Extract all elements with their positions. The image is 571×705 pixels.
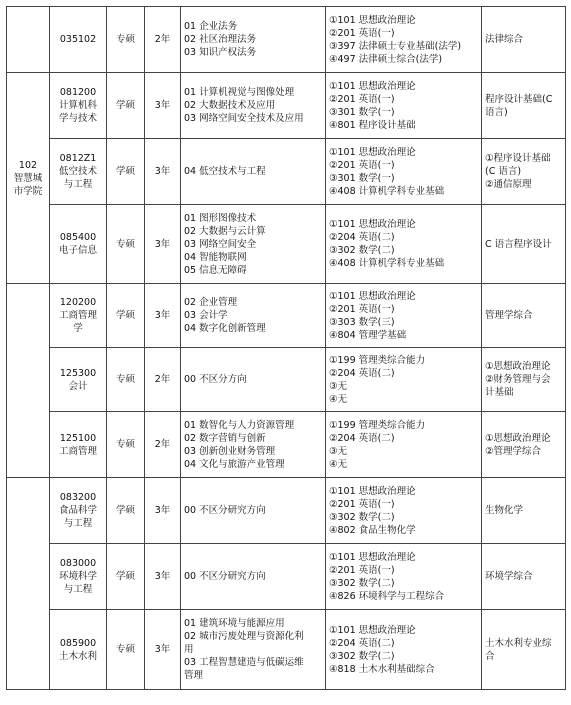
major-line: 低空技术 [58, 166, 97, 177]
research-direction-line: 02 大数据与云计算 [184, 225, 266, 237]
degree-type-cell [107, 412, 145, 478]
retest-subject-cell [482, 73, 566, 139]
exam-subjects-cell [326, 412, 482, 478]
exam-subjects-line: ④497 法律硕士综合(法学) [329, 53, 443, 65]
college-cell [7, 7, 50, 73]
degree-type-line: 学硕 [115, 100, 135, 111]
research-direction-line: 03 工程智慧建造与低碳运维 [184, 657, 304, 668]
major-line: 电子信息 [58, 245, 97, 256]
research-direction-line: 02 社区治理法务 [184, 34, 257, 45]
study-years-line: 3年 [154, 644, 171, 655]
research-direction-cell [181, 7, 326, 73]
retest-subject-line: 环境学综合 [485, 571, 533, 582]
research-direction-line: 04 文化与旅游产业管理 [184, 458, 285, 470]
study-years-line: 3年 [154, 310, 171, 321]
exam-subjects-line: ③302 数学(二) [329, 577, 395, 589]
table-row [7, 7, 566, 73]
research-direction-line: 01 图形图像技术 [184, 212, 257, 224]
retest-subject-line: ②管理学综合 [485, 445, 542, 457]
research-direction-line: 03 网络空间安全 [184, 238, 257, 250]
major-line: 125300 [59, 367, 97, 379]
table-row [7, 478, 566, 544]
college-cell [7, 478, 50, 690]
research-direction-line: 02 大数据技术及应用 [184, 100, 276, 111]
retest-subject-cell [482, 610, 566, 690]
major-line: 081200 [59, 87, 97, 98]
exam-subjects-line: ②201 英语(一) [329, 93, 395, 105]
exam-subjects-line: ②204 英语(二) [329, 232, 395, 243]
degree-type-line: 学硕 [115, 571, 135, 582]
retest-subject-line: ①思想政治理论 [485, 361, 551, 372]
major-line: 083000 [59, 558, 97, 569]
major-line: 工商管理 [58, 310, 97, 321]
research-direction-line: 00 不区分研究方向 [184, 505, 266, 516]
exam-subjects-line: ①101 思想政治理论 [329, 219, 416, 230]
research-direction-line: 02 城市污废处理与资源化利 [184, 631, 304, 642]
degree-type-cell [107, 544, 145, 610]
major-line: 与工程 [63, 584, 93, 595]
major-line: 计算机科 [58, 100, 97, 111]
exam-subjects-line: ③无 [329, 380, 348, 392]
research-direction-cell [181, 348, 326, 412]
college-line: 102 [18, 159, 38, 171]
exam-subjects-cell [326, 73, 482, 139]
major-line: 学 [73, 323, 83, 334]
study-years-line: 3年 [154, 238, 171, 250]
exam-subjects-line: ②201 英语(一) [329, 564, 395, 576]
major-cell [50, 205, 107, 284]
retest-subject-cell [482, 544, 566, 610]
research-direction-line: 04 低空技术与工程 [184, 166, 266, 177]
study-years-cell [145, 412, 181, 478]
research-direction-line: 用 [184, 644, 194, 655]
exam-subjects-cell [326, 205, 482, 284]
study-years-line: 2年 [154, 439, 171, 450]
major-line: 食品科学 [58, 505, 97, 516]
table-row [7, 139, 566, 205]
exam-subjects-line: ③无 [329, 445, 348, 457]
degree-type-line: 专硕 [115, 644, 135, 655]
major-cell [50, 7, 107, 73]
research-direction-line: 02 企业管理 [184, 297, 238, 308]
study-years-line: 3年 [154, 100, 171, 111]
exam-subjects-cell [326, 610, 482, 690]
research-direction-cell [181, 478, 326, 544]
retest-subject-line: (C 语言) [485, 166, 522, 177]
college-line: 智慧城 [13, 172, 43, 184]
retest-subject-line: C 语言程序设计 [485, 238, 552, 250]
research-direction-line: 01 数智化与人力资源管理 [184, 419, 295, 431]
admission-catalog-table [6, 6, 566, 690]
research-direction-cell [181, 412, 326, 478]
research-direction-line: 04 智能物联网 [184, 251, 247, 263]
table-row [7, 284, 566, 348]
exam-subjects-line: ②204 英语(二) [329, 367, 395, 379]
exam-subjects-line: ②201 英语(一) [329, 303, 395, 315]
major-cell [50, 412, 107, 478]
major-cell [50, 139, 107, 205]
exam-subjects-line: ②204 英语(二) [329, 637, 395, 649]
major-cell [50, 544, 107, 610]
retest-subject-line: 管理学综合 [485, 310, 533, 321]
major-cell [50, 610, 107, 690]
exam-subjects-line: ③301 数学(一) [329, 172, 395, 184]
degree-type-line: 学硕 [115, 505, 135, 516]
degree-type-line: 专硕 [115, 238, 135, 250]
exam-subjects-line: ④802 食品生物化学 [329, 524, 416, 536]
major-line: 0812Z1 [59, 153, 97, 164]
study-years-cell [145, 478, 181, 544]
retest-subject-line: 合 [485, 650, 495, 662]
table-row [7, 610, 566, 690]
research-direction-cell [181, 284, 326, 348]
exam-subjects-line: ③302 数学(二) [329, 650, 395, 662]
exam-subjects-line: ②201 英语(一) [329, 498, 395, 510]
degree-type-line: 专硕 [115, 34, 135, 45]
exam-subjects-line: ②204 英语(二) [329, 432, 395, 444]
degree-type-cell [107, 478, 145, 544]
study-years-line: 3年 [154, 166, 171, 177]
table-row [7, 73, 566, 139]
exam-subjects-cell [326, 284, 482, 348]
retest-subject-line: 土木水利专业综 [485, 637, 552, 649]
exam-subjects-line: ④826 环境科学与工程综合 [329, 590, 445, 602]
exam-subjects-line: ①101 思想政治理论 [329, 146, 416, 158]
retest-subject-line: 语言) [485, 106, 508, 118]
study-years-cell [145, 139, 181, 205]
exam-subjects-line: ④408 计算机学科专业基础 [329, 258, 445, 269]
retest-subject-cell [482, 478, 566, 544]
college-cell [7, 73, 50, 284]
degree-type-line: 学硕 [115, 166, 135, 177]
research-direction-cell [181, 139, 326, 205]
exam-subjects-cell [326, 139, 482, 205]
study-years-line: 3年 [154, 571, 171, 582]
research-direction-cell [181, 544, 326, 610]
exam-subjects-line: ④818 土木水利基础综合 [329, 663, 435, 675]
degree-type-cell [107, 610, 145, 690]
retest-subject-line: ②财务管理与会 [485, 374, 551, 385]
retest-subject-line: ①思想政治理论 [485, 432, 551, 444]
exam-subjects-line: ①101 思想政治理论 [329, 290, 416, 302]
major-line: 土木水利 [58, 650, 97, 662]
exam-subjects-cell [326, 478, 482, 544]
table-row [7, 205, 566, 284]
table-row [7, 544, 566, 610]
major-line: 085400 [59, 232, 97, 243]
retest-subject-line: 程序设计基础(C [485, 93, 553, 105]
exam-subjects-line: ③302 数学(二) [329, 511, 395, 523]
exam-subjects-line: ①101 思想政治理论 [329, 80, 416, 92]
research-direction-line: 03 会计学 [184, 310, 228, 321]
major-line: 与工程 [63, 179, 93, 190]
major-line: 083200 [59, 492, 97, 503]
study-years-line: 3年 [154, 505, 171, 516]
retest-subject-cell [482, 412, 566, 478]
research-direction-line: 02 数字营销与创新 [184, 432, 266, 444]
major-cell [50, 284, 107, 348]
retest-subject-cell [482, 139, 566, 205]
college-line: 市学院 [13, 185, 43, 197]
major-line: 工商管理 [58, 445, 97, 457]
retest-subject-line: 计基础 [485, 387, 514, 398]
degree-type-cell [107, 348, 145, 412]
exam-subjects-line: ③303 数学(三) [329, 316, 395, 328]
research-direction-line: 03 创新创业财务管理 [184, 445, 276, 457]
research-direction-line: 00 不区分方向 [184, 374, 247, 385]
major-cell [50, 348, 107, 412]
research-direction-line: 01 企业法务 [184, 21, 238, 32]
exam-subjects-cell [326, 7, 482, 73]
degree-type-cell [107, 7, 145, 73]
degree-type-line: 专硕 [115, 374, 135, 385]
exam-subjects-line: ①101 思想政治理论 [329, 624, 416, 636]
exam-subjects-line: ②201 英语(一) [329, 159, 395, 171]
table-row [7, 348, 566, 412]
exam-subjects-line: ①101 思想政治理论 [329, 14, 416, 26]
exam-subjects-cell [326, 348, 482, 412]
research-direction-line: 05 信息无障碍 [184, 264, 247, 276]
major-line: 会计 [68, 380, 88, 392]
major-cell [50, 478, 107, 544]
exam-subjects-line: ③397 法律硕士专业基础(法学) [329, 40, 462, 52]
research-direction-line: 03 网络空间安全技术及应用 [184, 113, 304, 124]
research-direction-cell [181, 205, 326, 284]
exam-subjects-line: ④408 计算机学科专业基础 [329, 185, 445, 197]
degree-type-cell [107, 284, 145, 348]
degree-type-cell [107, 73, 145, 139]
study-years-line: 2年 [154, 374, 171, 385]
exam-subjects-line: ③302 数学(二) [329, 245, 395, 256]
study-years-cell [145, 544, 181, 610]
research-direction-line: 03 知识产权法务 [184, 47, 257, 58]
exam-subjects-line: ①101 思想政治理论 [329, 551, 416, 563]
study-years-cell [145, 73, 181, 139]
major-line: 环境科学 [58, 571, 97, 582]
major-line: 125100 [59, 432, 97, 444]
college-cell [7, 284, 50, 478]
retest-subject-cell [482, 348, 566, 412]
retest-subject-cell [482, 284, 566, 348]
degree-type-cell [107, 139, 145, 205]
exam-subjects-line: ①101 思想政治理论 [329, 485, 416, 497]
major-line: 120200 [59, 297, 97, 308]
research-direction-cell [181, 610, 326, 690]
study-years-line: 2年 [154, 34, 171, 45]
retest-subject-line: ②通信原理 [485, 179, 532, 190]
degree-type-line: 学硕 [115, 310, 135, 321]
retest-subject-line: 法律综合 [485, 34, 524, 45]
retest-subject-line: 生物化学 [485, 505, 524, 516]
exam-subjects-line: ①199 管理类综合能力 [329, 419, 426, 431]
research-direction-line: 04 数字化创新管理 [184, 323, 266, 334]
exam-subjects-line: ①199 管理类综合能力 [329, 354, 426, 366]
exam-subjects-line: ④无 [329, 458, 348, 470]
exam-subjects-line: ③301 数学(一) [329, 106, 395, 118]
research-direction-line: 01 建筑环境与能源应用 [184, 618, 285, 629]
major-line: 035102 [59, 34, 97, 45]
exam-subjects-cell [326, 544, 482, 610]
study-years-cell [145, 205, 181, 284]
study-years-cell [145, 348, 181, 412]
research-direction-line: 管理 [184, 670, 204, 681]
degree-type-cell [107, 205, 145, 284]
research-direction-line: 00 不区分研究方向 [184, 571, 266, 582]
major-cell [50, 73, 107, 139]
degree-type-line: 专硕 [115, 439, 135, 450]
table-row [7, 412, 566, 478]
exam-subjects-line: ②201 英语(一) [329, 27, 395, 39]
retest-subject-cell [482, 7, 566, 73]
study-years-cell [145, 7, 181, 73]
major-line: 085900 [59, 637, 97, 649]
retest-subject-cell [482, 205, 566, 284]
major-line: 学与技术 [58, 113, 97, 124]
exam-subjects-line: ④无 [329, 393, 348, 405]
exam-subjects-line: ④801 程序设计基础 [329, 119, 416, 131]
research-direction-line: 01 计算机视觉与图像处理 [184, 87, 295, 98]
study-years-cell [145, 610, 181, 690]
exam-subjects-line: ④804 管理学基础 [329, 329, 407, 341]
study-years-cell [145, 284, 181, 348]
major-line: 与工程 [63, 518, 93, 529]
research-direction-cell [181, 73, 326, 139]
retest-subject-line: ①程序设计基础 [485, 153, 551, 164]
